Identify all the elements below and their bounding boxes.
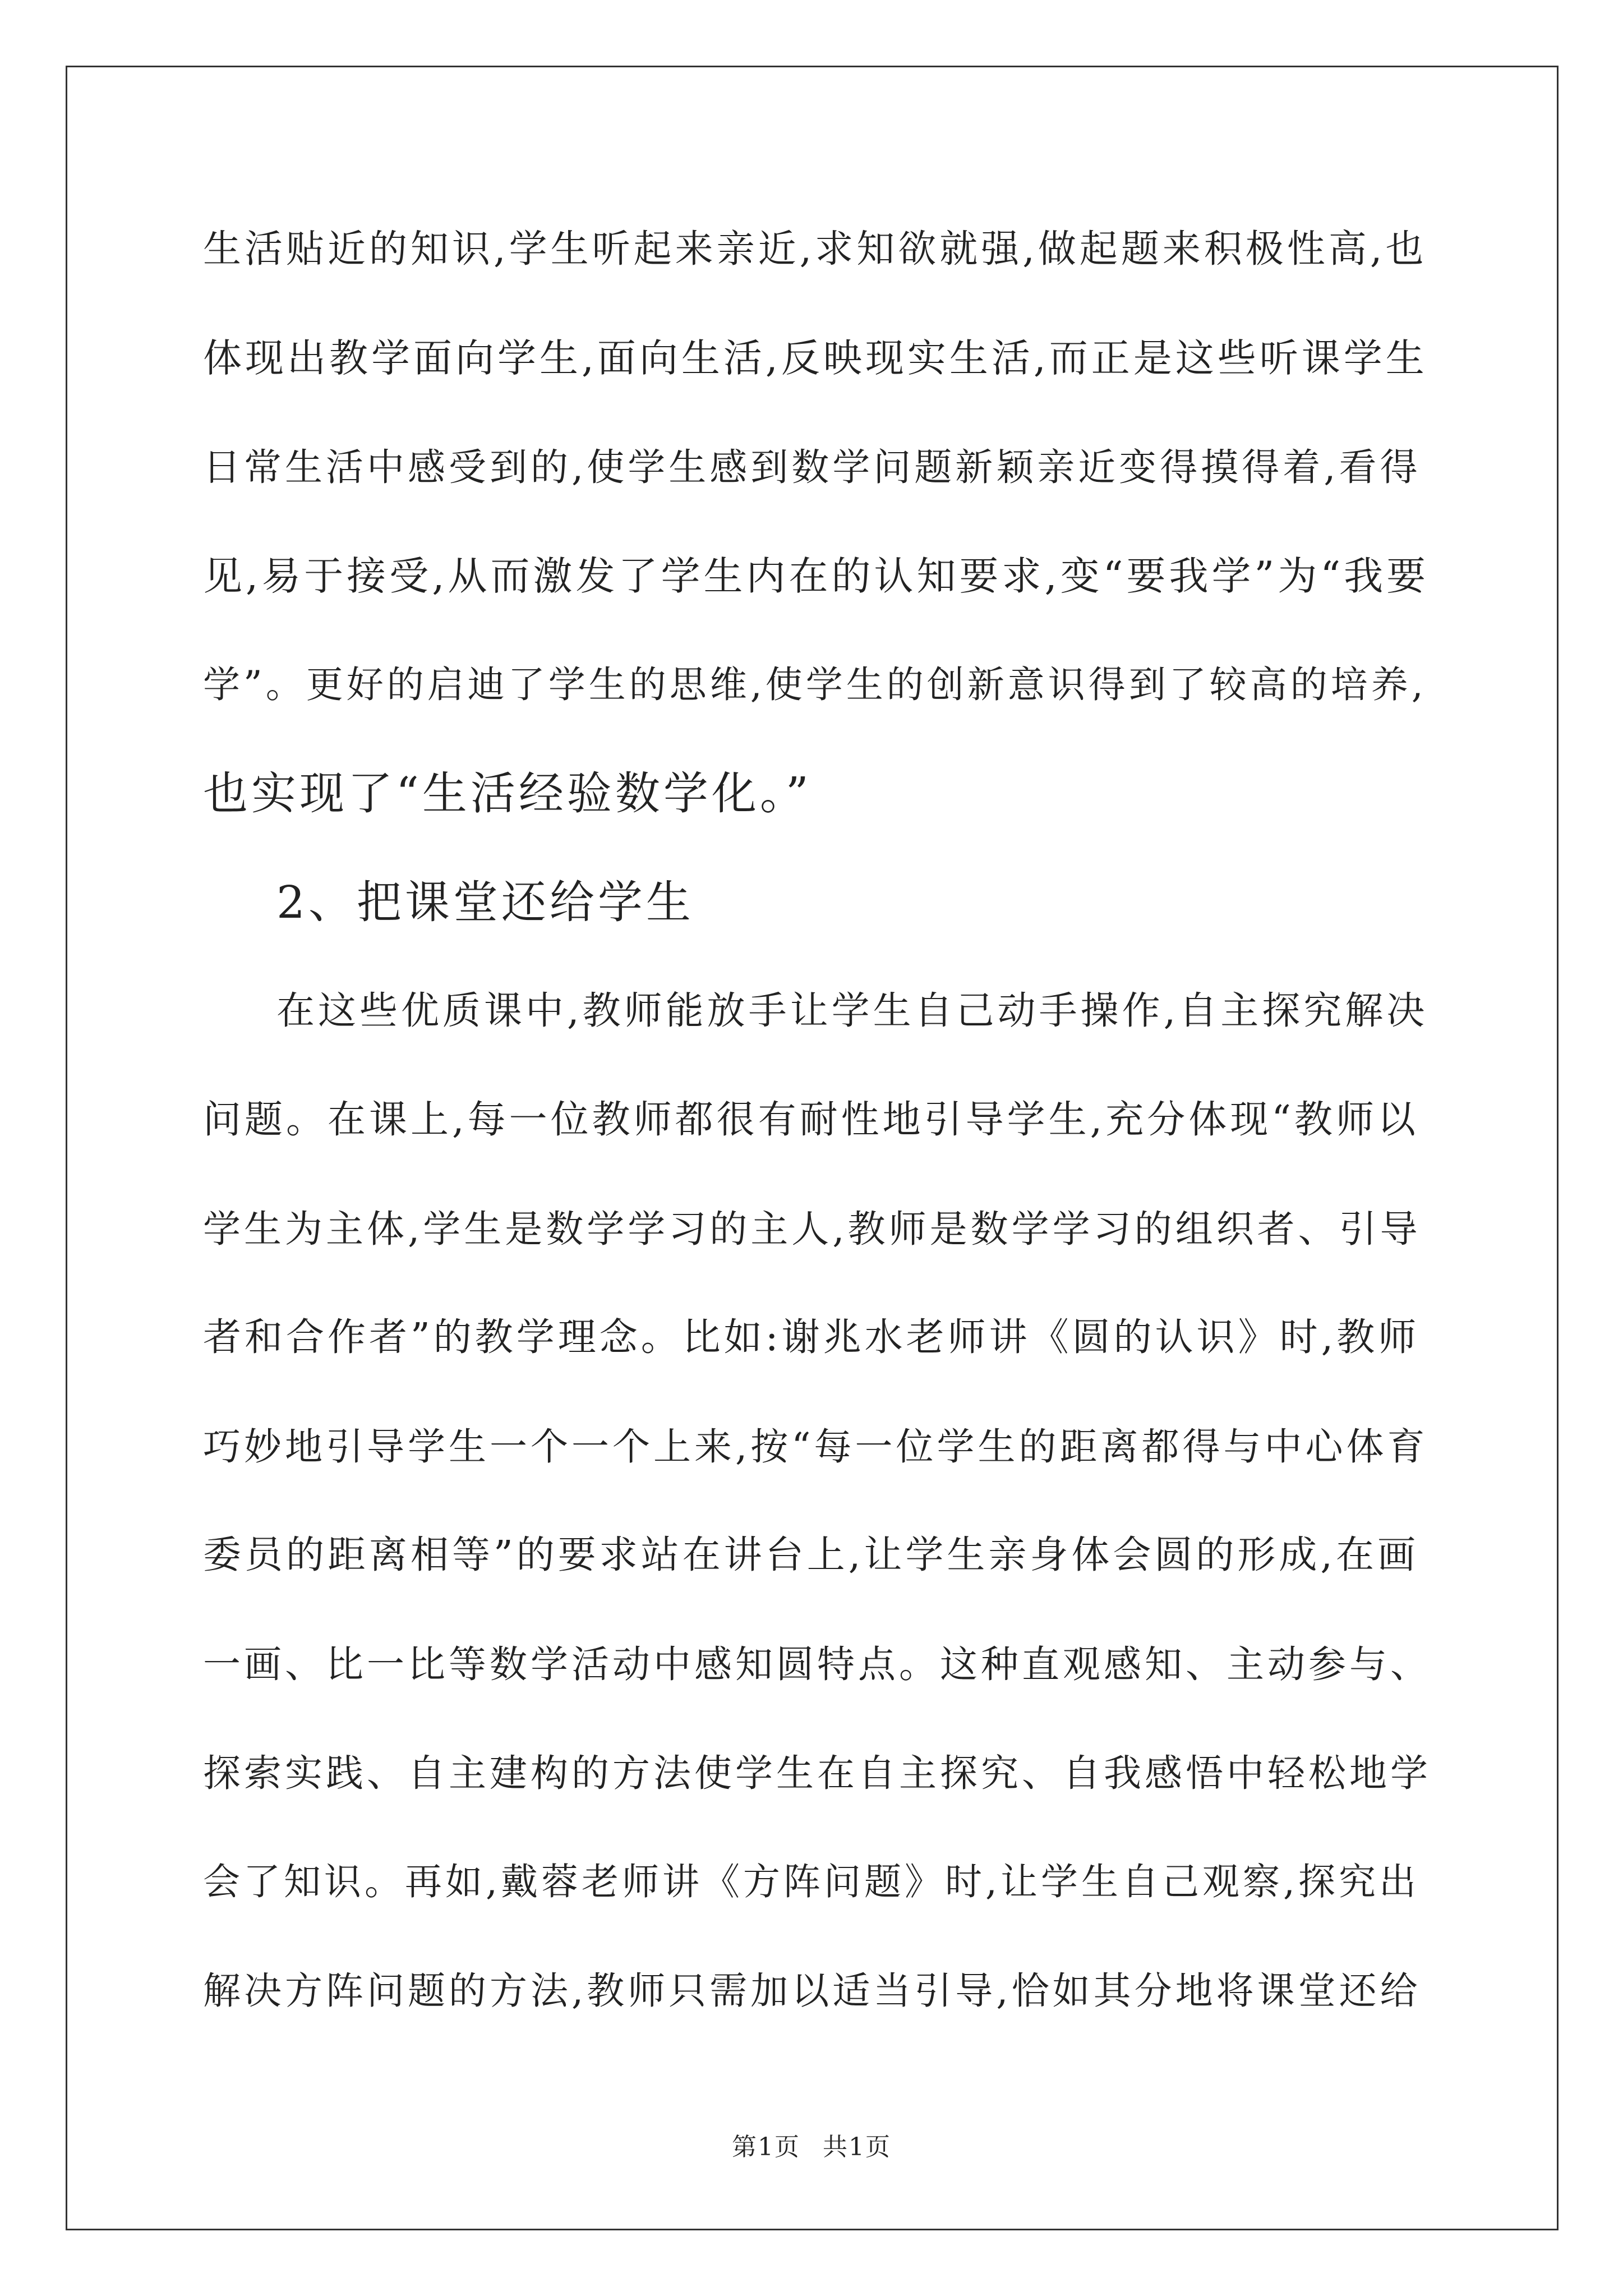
text-line: 2、把课堂还给学生 [276, 876, 694, 928]
text-line: 委员的距离相等”的要求站在讲台上,让学生亲身体会圆的形成,在画 [203, 1533, 1419, 1577]
text-line: 在这些优质课中,教师能放手让学生自己动手操作,自主探究解决 [276, 989, 1428, 1033]
text-line: 探索实践、自主建构的方法使学生在自主探究、自我感悟中轻松地学 [203, 1751, 1431, 1795]
text-line: 解决方阵问题的方法,教师只需加以适当引导,恰如其分地将课堂还给 [203, 1969, 1421, 2013]
text-line: 一画、比一比等数学活动中感知圆特点。这种直观感知、主动参与、 [203, 1642, 1431, 1686]
text-line: 巧妙地引导学生一个一个上来,按“每一位学生的距离都得与中心体育 [203, 1425, 1428, 1469]
page-footer [0, 2131, 1623, 2164]
document-body [203, 214, 1432, 2064]
text-line: 体现出教学面向学生,面向生活,反映现实生活,而正是这些听课学生 [203, 336, 1428, 381]
page-number: 第1页 [732, 2133, 800, 2161]
text-line: 者和合作者”的教学理念。比如:谢兆水老师讲《圆的认识》时,教师 [203, 1315, 1420, 1360]
text-line: 学”。更好的启迪了学生的思维,使学生的创新意识得到了较高的培养, [203, 663, 1427, 706]
text-line: 会了知识。再如,戴蓉老师讲《方阵问题》时,让学生自己观察,探究出 [203, 1860, 1419, 1903]
text-line: 日常生活中感受到的,使学生感到数学问题新颖亲近变得摸得着,看得 [203, 445, 1421, 489]
text-line: 也实现了“生活经验数学化。” [203, 767, 812, 820]
text-line: 见,易于接受,从而激发了学生内在的认知要求,变“要我学”为“我要 [203, 553, 1430, 599]
text-line: 问题。在课上,每一位教师都很有耐性地引导学生,充分体现“教师以 [203, 1098, 1419, 1142]
text-line: 生活贴近的知识,学生听起来亲近,求知欲就强,做起题来积极性高,也 [203, 227, 1427, 272]
page-total: 共1页 [823, 2133, 891, 2161]
text-line: 学生为主体,学生是数学学习的主人,教师是数学学习的组织者、引导 [203, 1207, 1421, 1251]
